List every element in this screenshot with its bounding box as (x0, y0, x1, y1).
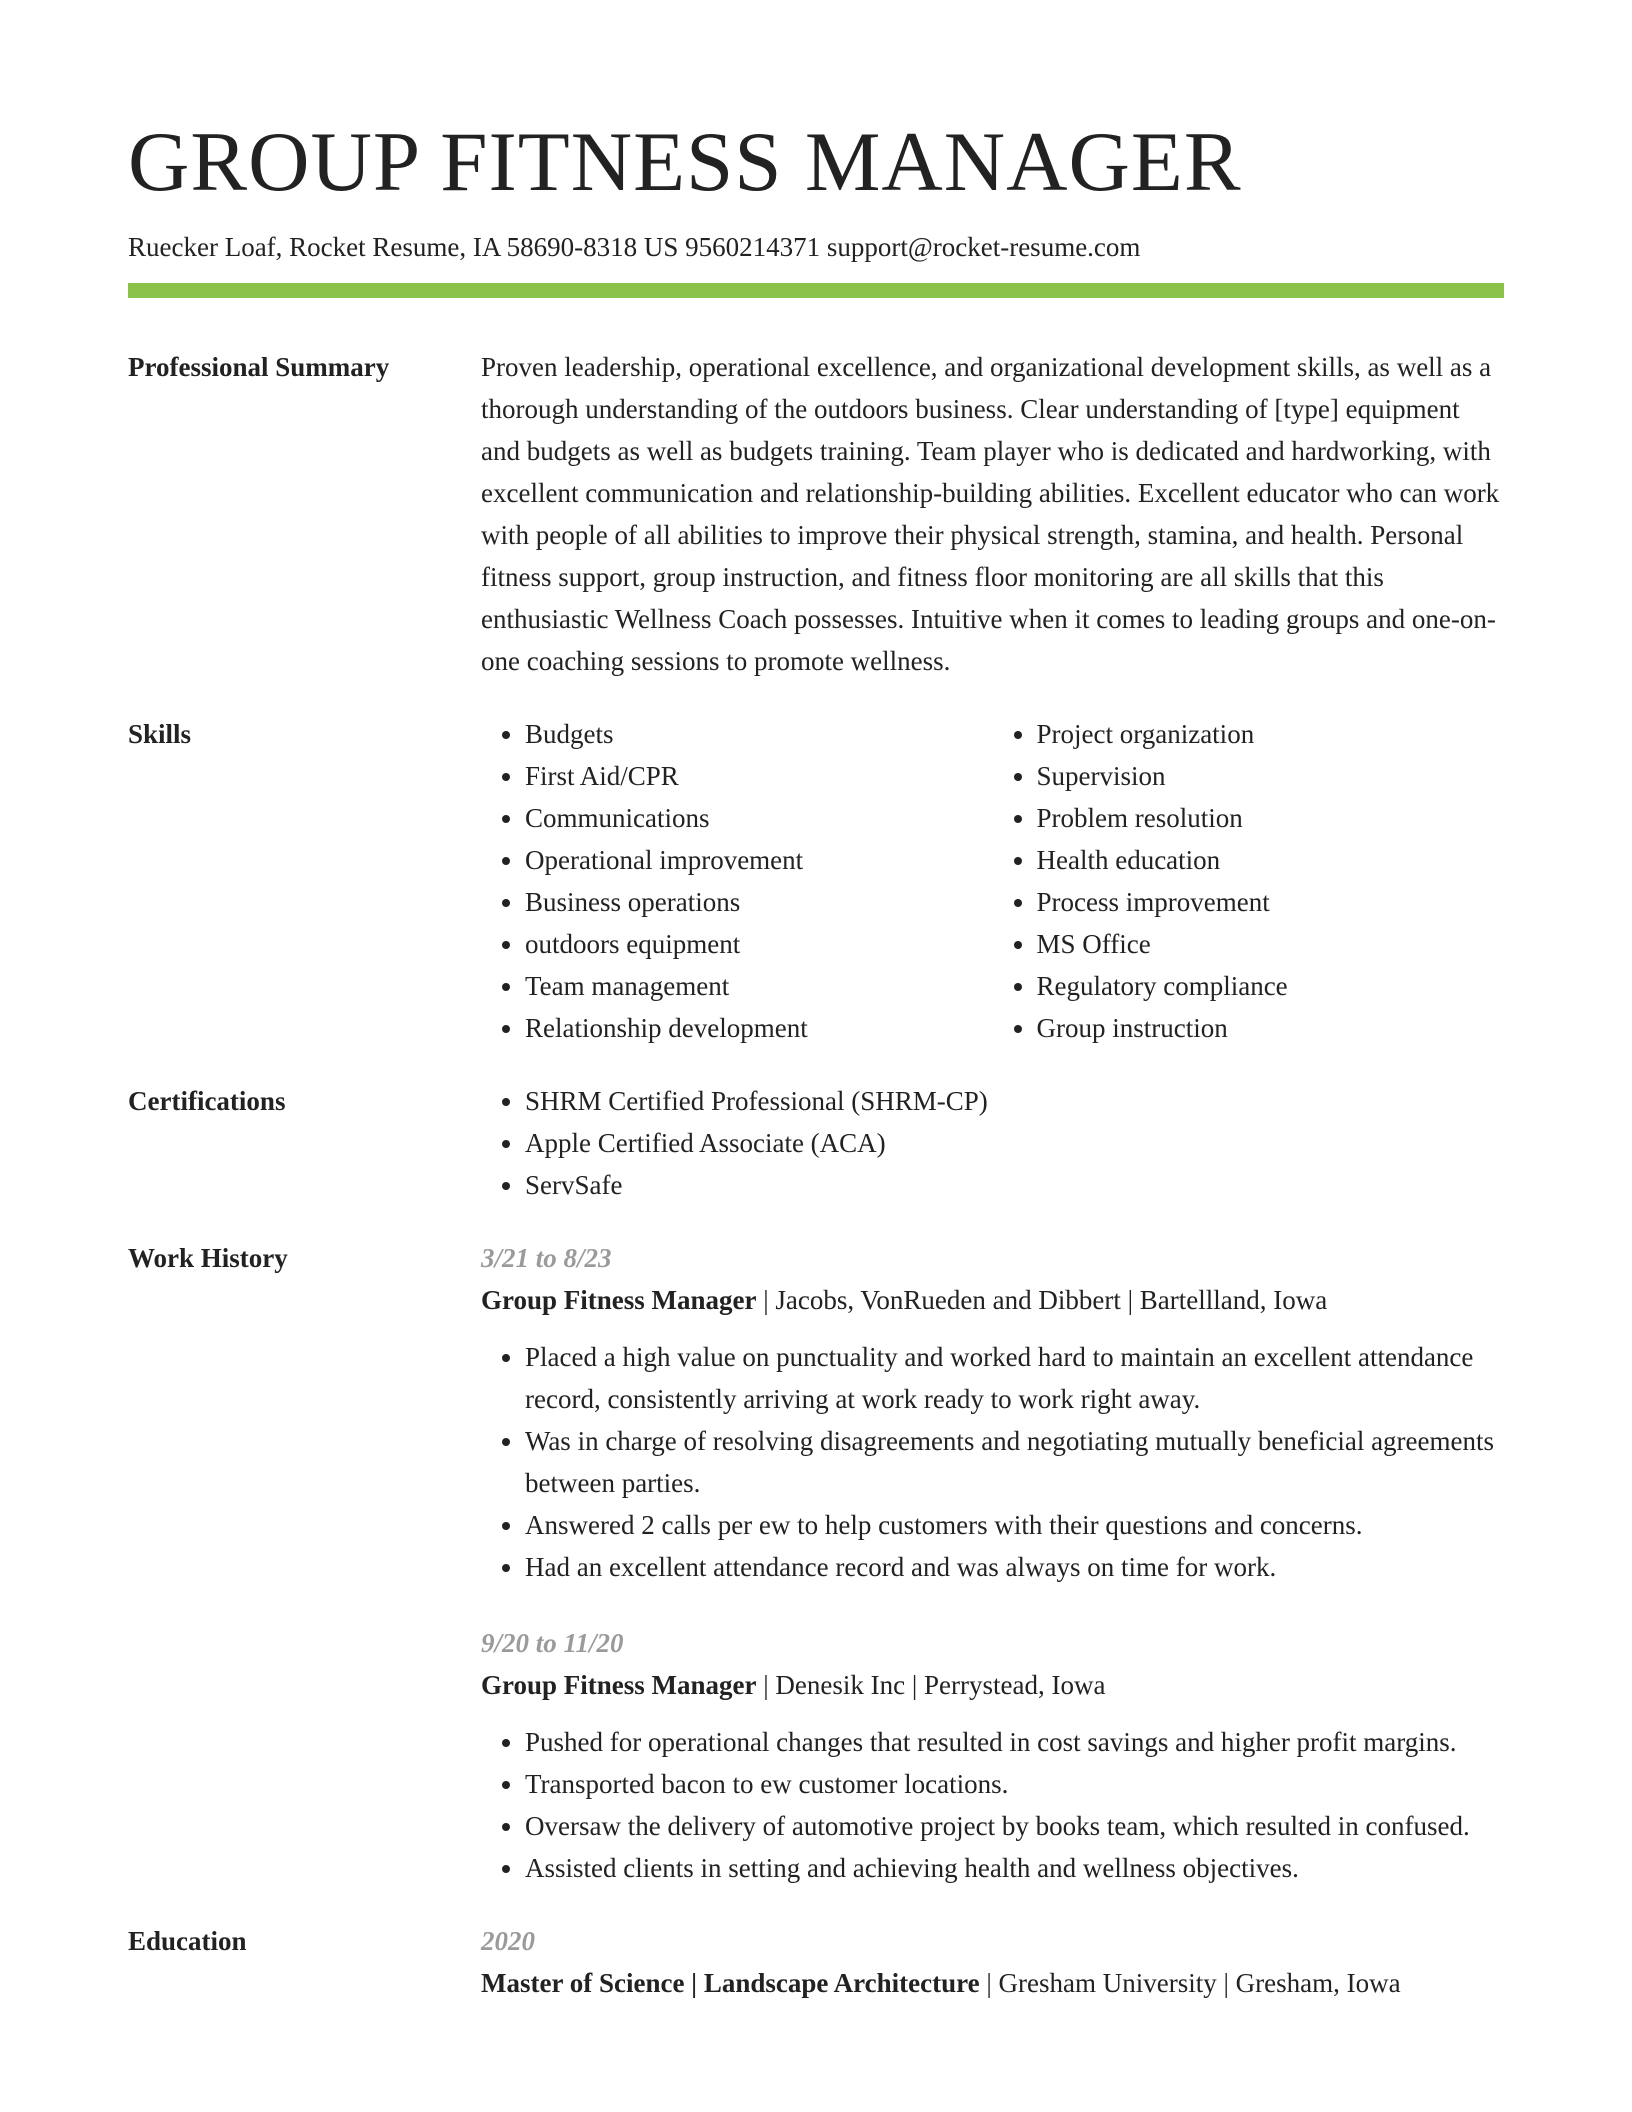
skill-item: • Project organization (1037, 713, 1505, 755)
skill-item: • Problem resolution (1037, 797, 1505, 839)
section-label-skills: Skills (128, 719, 192, 750)
job-title: Group Fitness Manager (481, 1670, 757, 1701)
skill-item: • outdoors equipment (525, 923, 993, 965)
job-bullet: • Oversaw the delivery of automotive project by books team, which resulted in confused. (525, 1805, 1504, 1847)
skills-list-right (993, 713, 1505, 1049)
section-work-history (128, 1237, 1504, 1889)
contact-address: Ruecker Loaf, Rocket Resume, IA 58690-8318 US (128, 232, 679, 262)
skill-item: • Operational improvement (525, 839, 993, 881)
job-bullets (481, 1721, 1504, 1889)
education-school: | Gresham University (980, 1968, 1217, 1998)
job-title: Group Fitness Manager (481, 1285, 757, 1316)
contact-line (128, 231, 1504, 263)
job-bullet: • Was in charge of resolving disagreements and negotiating mutually beneficial agreements between parties. (525, 1420, 1504, 1504)
skills-list-left (481, 713, 993, 1049)
resume-title: GROUP FITNESS MANAGER (128, 115, 1242, 209)
header-divider (128, 283, 1504, 298)
section-skills (128, 713, 1504, 1049)
skill-item: • Supervision (1037, 755, 1505, 797)
education-year: 2020 (481, 1926, 535, 1957)
job-bullet: • Answered 2 calls per ew to help customers with their questions and concerns. (525, 1504, 1504, 1546)
skill-item: • Budgets (525, 713, 993, 755)
skill-item: • Team management (525, 965, 993, 1007)
section-label-certifications: Certifications (128, 1086, 286, 1117)
job-heading (481, 1279, 1504, 1321)
skill-item: • Relationship development (525, 1007, 993, 1049)
skill-item: • MS Office (1037, 923, 1505, 965)
section-label-summary: Professional Summary (128, 352, 390, 383)
job-location: | Bartellland, Iowa (1121, 1285, 1327, 1315)
skill-item: • Regulatory compliance (1037, 965, 1505, 1007)
certification-item: • Apple Certified Associate (ACA) (525, 1122, 1504, 1164)
certifications-list (481, 1080, 1504, 1206)
certification-item: • SHRM Certified Professional (SHRM-CP) (525, 1080, 1504, 1122)
job-entry (481, 1237, 1504, 1588)
skill-item: • Health education (1037, 839, 1505, 881)
section-label-work-history: Work History (128, 1243, 288, 1274)
job-bullet: • Assisted clients in setting and achieving health and wellness objectives. (525, 1847, 1504, 1889)
job-location: | Perrystead, Iowa (905, 1670, 1105, 1700)
job-company: | Denesik Inc (757, 1670, 906, 1700)
skill-item: • Communications (525, 797, 993, 839)
job-bullet: • Pushed for operational changes that resulted in cost savings and higher profit margins. (525, 1721, 1504, 1763)
skill-item: • First Aid/CPR (525, 755, 993, 797)
education-location: | Gresham, Iowa (1217, 1968, 1401, 1998)
job-bullets (481, 1336, 1504, 1588)
job-company: | Jacobs, VonRueden and Dibbert (757, 1285, 1121, 1315)
education-degree: Master of Science | Landscape Architecture (481, 1968, 980, 1999)
summary-text: Proven leadership, operational excellence, and organizational development skills, as well as a thorough understanding of the outdoors business. Clear understanding of [type] equipment and budgets as well as budgets training. Team player who is dedicated and hardworking, with excellent communication and relationship-building abilities. Excellent educator who can work with people of all abilities to improve their physical strength, stamina, and health. Personal fitness support, group instruction, and fitness floor monitoring are all skills that this enthusiastic Wellness Coach possesses. Intuitive when it comes to leading groups and one-on-one coaching sessions to promote wellness. (481, 352, 1500, 677)
skill-item: • Business operations (525, 881, 993, 923)
section-certifications (128, 1080, 1504, 1206)
section-label-education: Education (128, 1926, 247, 1957)
job-entry (481, 1622, 1504, 1889)
contact-phone: 9560214371 (685, 232, 821, 262)
job-bullet: • Placed a high value on punctuality and worked hard to maintain an excellent attendance record, consistently arriving at work ready to work right away. (525, 1336, 1504, 1420)
education-heading (481, 1962, 1504, 2004)
job-heading (481, 1664, 1504, 1706)
job-bullet: • Had an excellent attendance record and was always on time for work. (525, 1546, 1504, 1588)
certification-item: • ServSafe (525, 1164, 1504, 1206)
contact-email: support@rocket-resume.com (826, 232, 1141, 262)
job-dates: 9/20 to 11/20 (481, 1628, 624, 1659)
skill-item: • Process improvement (1037, 881, 1505, 923)
section-summary (128, 346, 1504, 682)
section-education (128, 1920, 1504, 2004)
job-dates: 3/21 to 8/23 (481, 1243, 612, 1274)
skill-item: • Group instruction (1037, 1007, 1505, 1049)
job-bullet: • Transported bacon to ew customer locations. (525, 1763, 1504, 1805)
